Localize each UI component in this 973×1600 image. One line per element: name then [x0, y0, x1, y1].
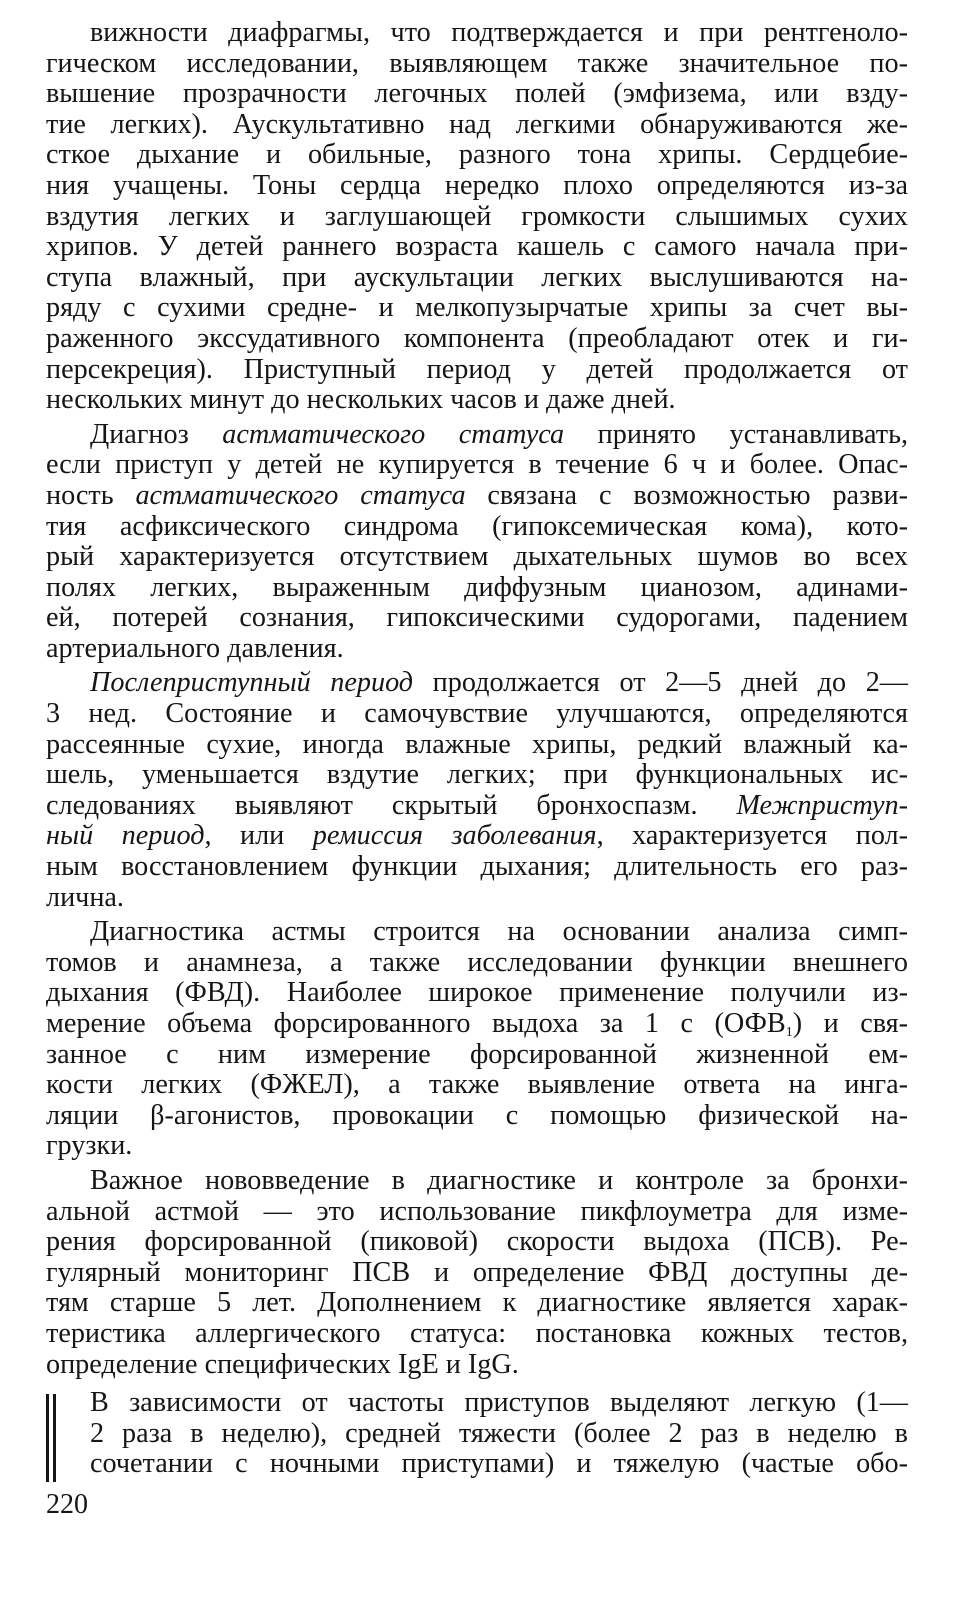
text-line: ряду с сухими средне- и мелкопузырчатые хрипы за счет вы- — [46, 292, 908, 324]
text-line: сткое дыхание и обильные, разного тона хрипы. Сердцебие- — [46, 139, 908, 171]
text-line: Послеприступный период продолжается от 2—5 дней до 2— — [90, 667, 908, 699]
text-line: вышение прозрачности легочных полей (эмфизема, или взду- — [46, 78, 908, 110]
page-number: 220 — [46, 1489, 88, 1520]
text-line: ным восстановлением функции дыхания; длительность его раз- — [46, 851, 908, 883]
text-line: полях легких, выраженным диффузным цианозом, адинами- — [46, 571, 908, 603]
text-line: кости легких (ФЖЕЛ), а также выявление ответа на инга- — [46, 1069, 908, 1101]
text-line: определение специфических IgE и IgG. — [46, 1348, 519, 1380]
text-line: тям старше 5 лет. Дополнением к диагностике является харак- — [46, 1287, 908, 1319]
text-line: мерение объема форсированного выдоха за 1 с $(ОФВ_1)$ и свя- — [46, 1008, 908, 1040]
text-line: Важное нововведение в диагностике и контроле за бронхи- — [90, 1164, 908, 1196]
text-line: занное с ним измерение форсированной жизненной ем- — [46, 1038, 908, 1070]
text-line: дыхания (ФВД). Наиболее широкое применение получили из- — [46, 977, 908, 1009]
text-line: грузки. — [46, 1130, 133, 1162]
text-line: персекреция). Приступный период у детей продолжается от — [46, 353, 908, 385]
text-line: ей, потерей сознания, гипоксическими судорогами, падением — [46, 602, 908, 634]
paragraph — [46, 1166, 908, 1380]
paragraph — [46, 917, 908, 1162]
text-line: хрипов. У детей раннего возраста кашель с самого начала при- — [46, 231, 908, 263]
text-line: альной астмой — это использование пикфлоуметра для изме- — [46, 1195, 908, 1227]
paragraph — [46, 668, 908, 913]
text-line: рый характеризуется отсутствием дыхательных шумов во всех — [46, 541, 908, 573]
text-line: если приступ у детей не купируется в течение 6 ч и более. Опас- — [46, 449, 908, 481]
text-line: тие легких). Аускультативно над легкими обнаруживаются же- — [46, 108, 908, 140]
text-line: гическом исследовании, выявляющем также значительное по- — [46, 47, 908, 79]
text-line: раженного экссудативного компонента (преобладают отек и ги- — [46, 322, 908, 354]
text-paragraphs — [46, 18, 908, 1380]
text-line: ность астматического статуса связана с возможностью разви- — [46, 479, 908, 511]
text-line: вижности диафрагмы, что подтверждается и при рентгеноло- — [90, 17, 908, 48]
text-line: сочетании с ночными приступами) и тяжелую (частые обо- — [90, 1448, 908, 1480]
text-line: артериального давления. — [46, 632, 344, 664]
text-line: тия асфиксического синдрома (гипоксемическая кома), кото- — [46, 510, 908, 542]
text-line: томов и анамнеза, а также исследовании функции внешнего — [46, 946, 908, 978]
text-line: лична. — [46, 881, 124, 913]
margin-rule — [53, 1394, 56, 1482]
margin-rule — [46, 1394, 49, 1482]
text-line: В зависимости от частоты приступов выделяют легкую (1— — [90, 1387, 908, 1419]
paragraph — [46, 420, 908, 665]
text-line: следованиях выявляют скрытый бронхоспазм. Межприступ- — [46, 789, 908, 821]
page-body — [46, 18, 908, 1480]
text-line: нескольких минут до нескольких часов и даже дней. — [46, 384, 676, 416]
text-line: Диагностика астмы строится на основании анализа симп- — [90, 916, 908, 948]
text-line: Диагноз астматического статуса принято устанавливать, — [90, 418, 908, 450]
text-line: 2 раза в неделю), средней тяжести (более 2 раз в неделю в — [90, 1417, 908, 1449]
paragraph — [46, 18, 908, 416]
text-line: рассеянные сухие, иногда влажные хрипы, редкий влажный ка- — [46, 728, 908, 760]
text-line: гулярный мониторинг ПСВ и определение ФВД доступны де- — [46, 1256, 908, 1288]
text-line: ния учащены. Тоны сердца нередко плохо определяются из-за — [46, 169, 908, 201]
text-line: ступа влажный, при аускультации легких выслушиваются на- — [46, 261, 908, 293]
text-line: теристика аллергического статуса: постановка кожных тестов, — [46, 1317, 908, 1349]
text-line: шель, уменьшается вздутие легких; при функциональных ис- — [46, 759, 908, 791]
text-line: рения форсированной (пиковой) скорости выдоха (ПСВ). Ре- — [46, 1226, 908, 1258]
text-line: ляции β-агонистов, провокации с помощью физической на- — [46, 1099, 908, 1131]
text-line: ный период, или ремиссия заболевания, характеризуется пол- — [46, 820, 908, 852]
text-line: 3 нед. Состояние и самочувствие улучшаются, определяются — [46, 698, 908, 730]
text-line: вздутия легких и заглушающей громкости слышимых сухих — [46, 200, 908, 232]
highlighted-paragraph — [46, 1388, 908, 1480]
